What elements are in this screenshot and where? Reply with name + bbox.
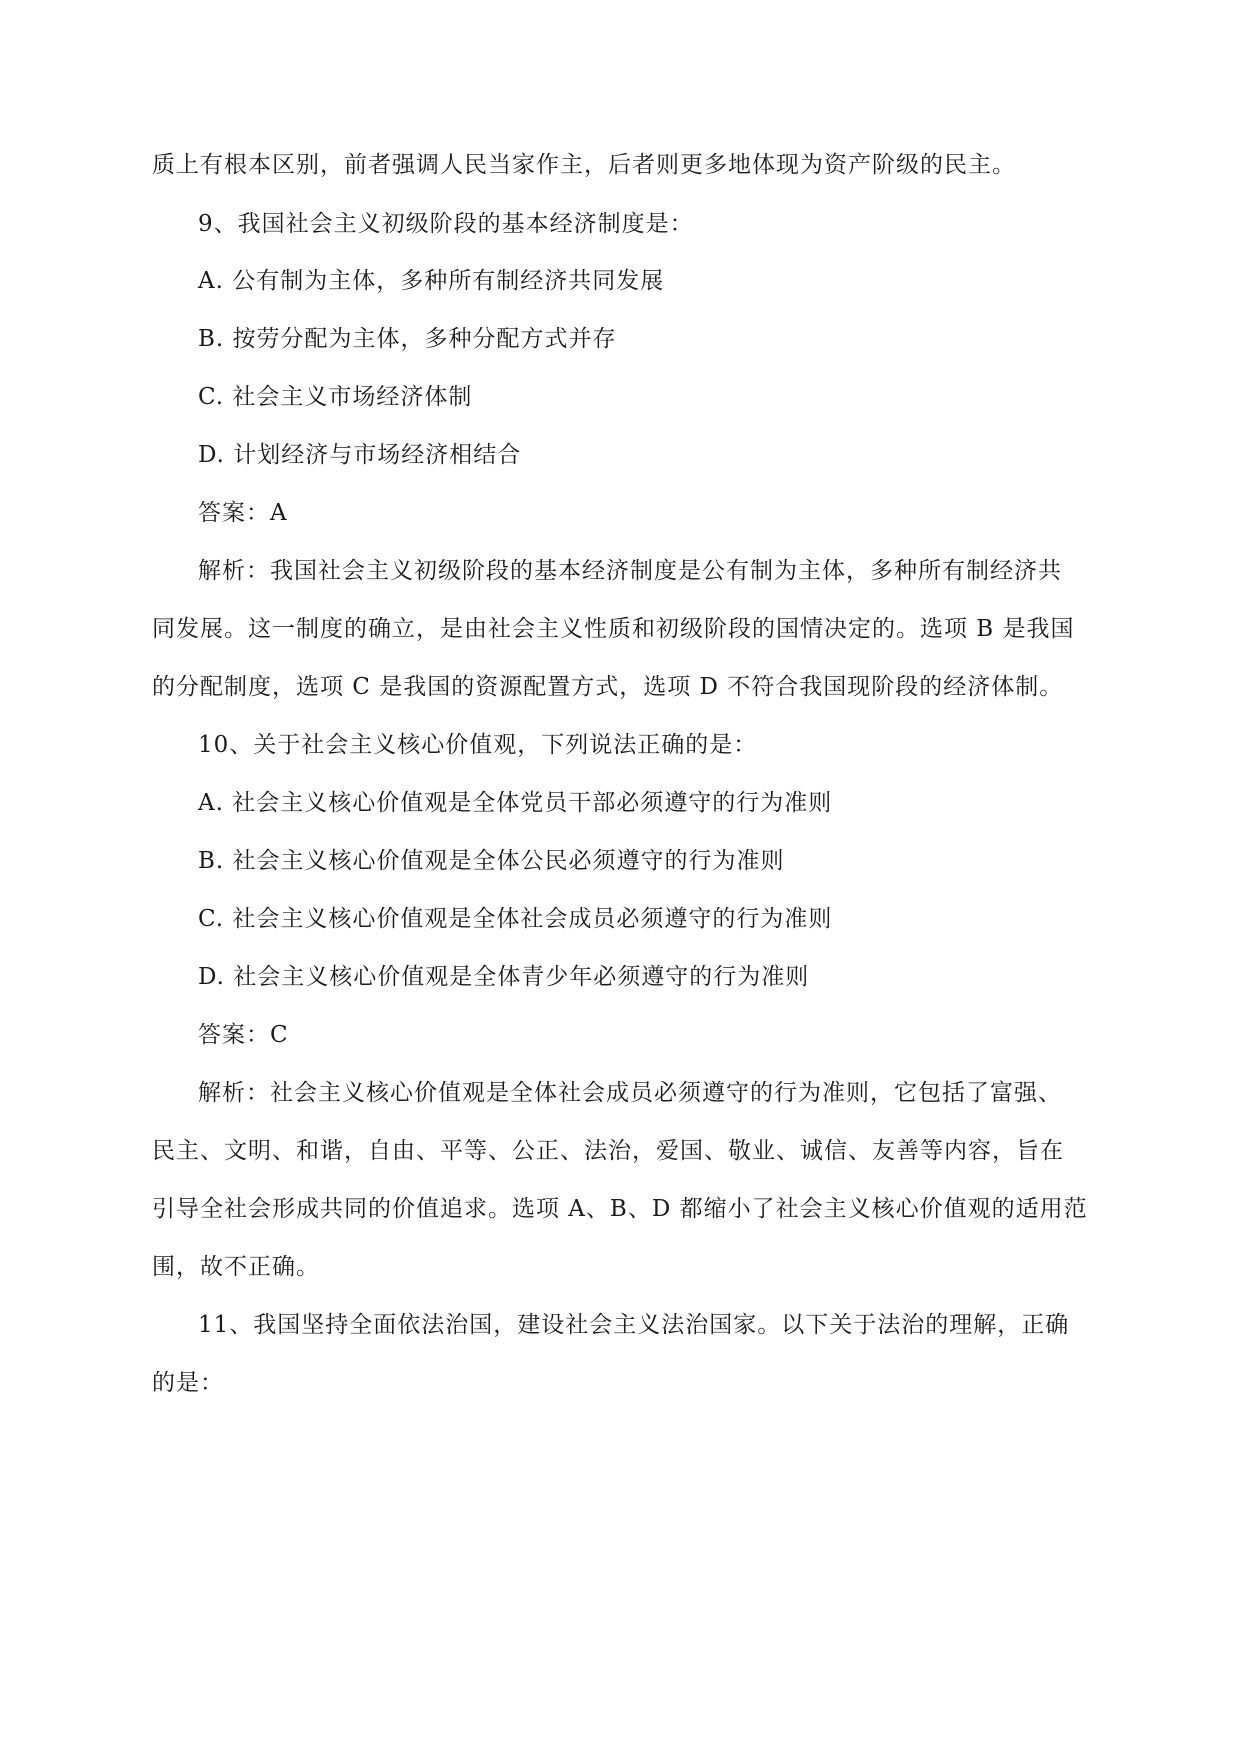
q10-option-c: C. 社会主义核心价值观是全体社会成员必须遵守的行为准则 xyxy=(198,906,833,932)
q10-option-d: D. 社会主义核心价值观是全体青少年必须遵守的行为准则 xyxy=(198,964,810,990)
question-10: 10、关于社会主义核心价值观，下列说法正确的是： xyxy=(198,732,758,758)
q9-analysis-line-3: 的分配制度，选项 C 是我国的资源配置方式，选项 D 不符合我国现阶段的经济体制。 xyxy=(152,674,1064,700)
q9-option-c: C. 社会主义市场经济体制 xyxy=(198,384,473,410)
q10-analysis-line-4: 围，故不正确。 xyxy=(152,1254,320,1280)
q10-option-a: A. 社会主义核心价值观是全体党员干部必须遵守的行为准则 xyxy=(198,790,833,816)
q9-analysis-line-2: 同发展。这一制度的确立，是由社会主义性质和初级阶段的国情决定的。选项 B 是我国 xyxy=(152,616,1075,642)
question-11-line-1: 11、我国坚持全面依法治国，建设社会主义法治国家。以下关于法治的理解，正确 xyxy=(198,1312,1070,1338)
q10-analysis-line-3: 引导全社会形成共同的价值追求。选项 A、B、D 都缩小了社会主义核心价值观的适用范 xyxy=(152,1196,1088,1222)
q10-option-b: B. 社会主义核心价值观是全体公民必须遵守的行为准则 xyxy=(198,848,785,874)
q10-answer: 答案：C xyxy=(198,1022,289,1048)
question-11-line-2: 的是： xyxy=(152,1370,224,1396)
q9-answer: 答案：A xyxy=(198,500,288,526)
intro-text: 质上有根本区别，前者强调人民当家作主，后者则更多地体现为资产阶级的民主。 xyxy=(152,152,1016,178)
q9-option-d: D. 计划经济与市场经济相结合 xyxy=(198,442,522,468)
q10-analysis-line-2: 民主、文明、和谐，自由、平等、公正、法治，爱国、敬业、诚信、友善等内容，旨在 xyxy=(152,1138,1064,1164)
q9-option-b: B. 按劳分配为主体，多种分配方式并存 xyxy=(198,326,617,352)
q10-analysis-line-1: 解析：社会主义核心价值观是全体社会成员必须遵守的行为准则，它包括了富强、 xyxy=(198,1080,1062,1106)
q9-analysis-line-1: 解析：我国社会主义初级阶段的基本经济制度是公有制为主体，多种所有制经济共 xyxy=(198,558,1062,584)
question-9: 9、我国社会主义初级阶段的基本经济制度是： xyxy=(198,211,694,237)
q9-option-a: A. 公有制为主体，多种所有制经济共同发展 xyxy=(198,268,665,294)
